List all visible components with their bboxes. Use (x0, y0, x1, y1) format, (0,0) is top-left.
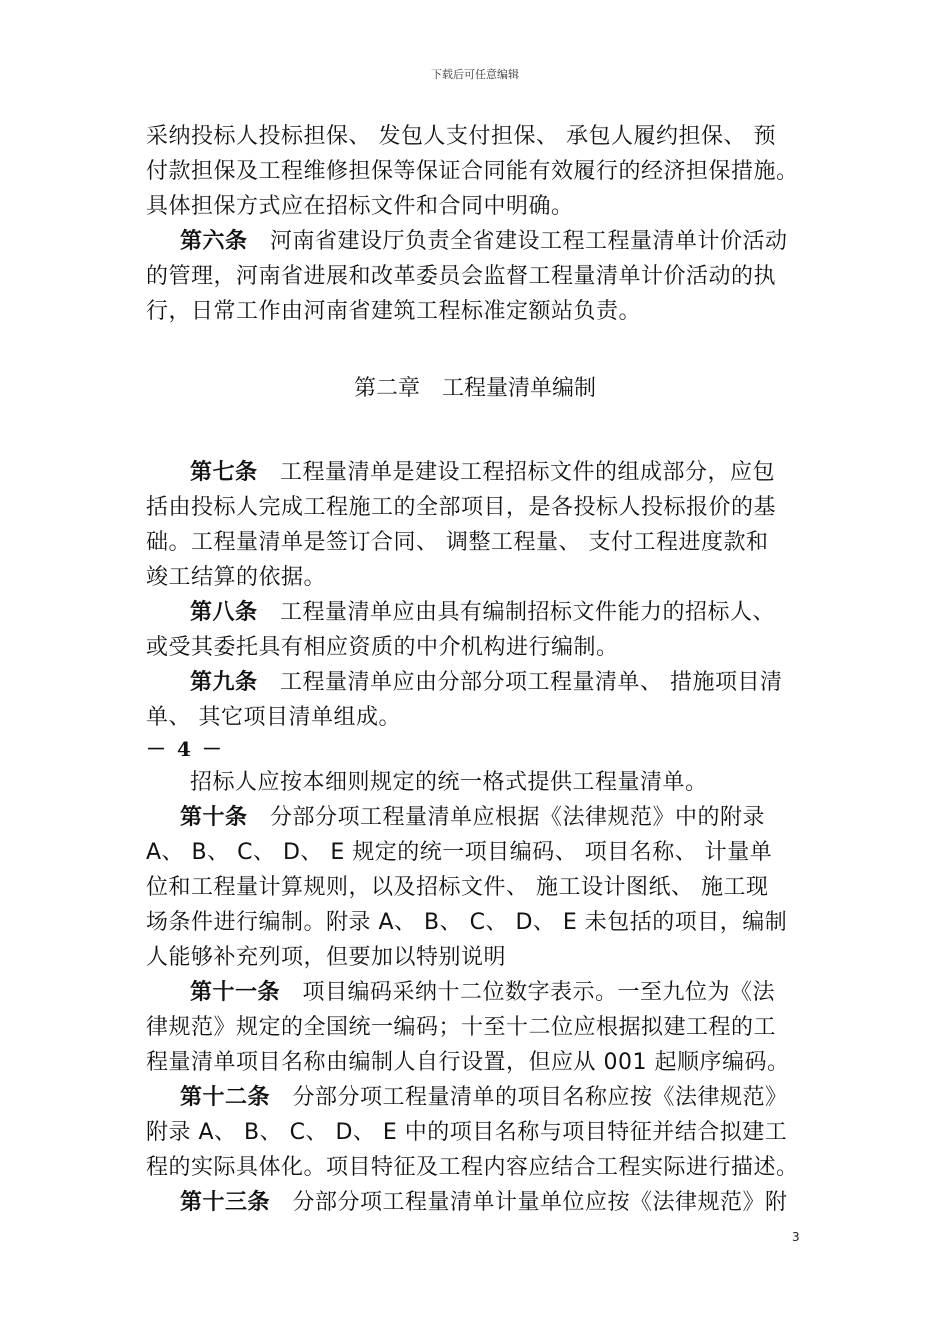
article-13-text: 分部分项工程量清单计量单位应按《法律规范》附 (270, 1190, 788, 1215)
article-7-heading: 第七条 (190, 460, 258, 485)
article-6-first-line (180, 225, 788, 259)
paragraph-line: 程的实际具体化。项目特征及工程内容应结合工程实际进行描述。 (146, 1155, 799, 1180)
article-10-heading: 第十条 (180, 805, 248, 830)
paragraph-line: 律规范》规定的全国统一编码；十至十二位应根据拟建工程的工 (146, 1015, 777, 1040)
article-8-heading: 第八条 (190, 600, 258, 625)
article-9-first-line (190, 666, 783, 700)
article-7-first-line (190, 456, 775, 490)
article-10-first-line (180, 801, 765, 835)
paragraph-line: 括由投标人完成工程施工的全部项目，是各投标人投标报价的基 (146, 495, 777, 520)
chapter-title: 第二章 工程量清单编制 (353, 376, 596, 401)
article-11-heading: 第十一条 (190, 980, 281, 1005)
paragraph-line: 程量清单项目名称由编制人自行设置，但应从 001 起顺序编码。 (146, 1050, 790, 1075)
paragraph-line: 附录 A、 B、 C、 D、 E 中的项目名称与项目特征并结合拟建工 (146, 1120, 788, 1145)
paragraph-line: 行，日常工作由河南省建筑工程标准定额站负责。 (146, 299, 642, 324)
paragraph-line: 础。工程量清单是签订合同、 调整工程量、 支付工程进度款和 (146, 530, 769, 555)
article-12-first-line (180, 1081, 788, 1115)
article-11-text: 项目编码采纳十二位数字表示。一至九位为《法 (280, 980, 776, 1005)
article-13-first-line (180, 1186, 788, 1220)
paragraph-line: 位和工程量计算规则，以及招标文件、 施工设计图纸、 施工现 (146, 875, 769, 900)
article-12-text: 分部分项工程量清单的项目名称应按《法律规范》 (270, 1085, 788, 1110)
paragraph-line: 招标人应按本细则规定的统一格式提供工程量清单。 (190, 770, 708, 795)
paragraph-line: 竣工结算的依据。 (146, 565, 327, 590)
article-8-text: 工程量清单应由具有编制招标文件能力的招标人、 (257, 600, 776, 625)
article-7-text: 工程量清单是建设工程招标文件的组成部分，应包 (257, 460, 776, 485)
article-12-heading: 第十二条 (180, 1085, 271, 1110)
article-9-heading: 第九条 (190, 670, 258, 695)
page-header: 下载后可任意编辑 (431, 68, 519, 81)
paragraph-line: 具体担保方式应在招标文件和合同中明确。 (146, 194, 574, 219)
page-number: 3 (792, 1230, 800, 1244)
paragraph-line: A、 B、 C、 D、 E 规定的统一项目编码、 项目名称、 计量单 (146, 840, 773, 865)
paragraph-line: 采纳投标人投标担保、 发包人支付担保、 承包人履约担保、 预 (146, 124, 776, 149)
article-10-text: 分部分项工程量清单应根据《法律规范》中的附录 (247, 805, 766, 830)
paragraph-line: 单、 其它项目清单组成。 (146, 705, 401, 730)
article-9-text: 工程量清单应由分部分项工程量清单、 措施项目清 (257, 670, 783, 695)
article-8-first-line (190, 596, 775, 630)
paragraph-line: 付款担保及工程维修担保等保证合同能有效履行的经济担保措施。 (146, 159, 799, 184)
page-mark: － 4 － (146, 737, 224, 761)
article-11-first-line (190, 976, 775, 1010)
paragraph-line: 的管理，河南省进展和改革委员会监督工程量清单计价活动的执 (146, 264, 777, 289)
article-13-heading: 第十三条 (180, 1190, 271, 1215)
paragraph-line: 场条件进行编制。附录 A、 B、 C、 D、 E 未包括的项目，编制 (146, 910, 788, 935)
paragraph-line: 人能够补充列项，但要加以特别说明 (146, 945, 507, 970)
article-6-heading: 第六条 (180, 229, 248, 254)
article-6-text: 河南省建设厅负责全省建设工程工程量清单计价活动 (247, 229, 788, 254)
paragraph-line: 或受其委托具有相应资质的中介机构进行编制。 (146, 635, 619, 660)
